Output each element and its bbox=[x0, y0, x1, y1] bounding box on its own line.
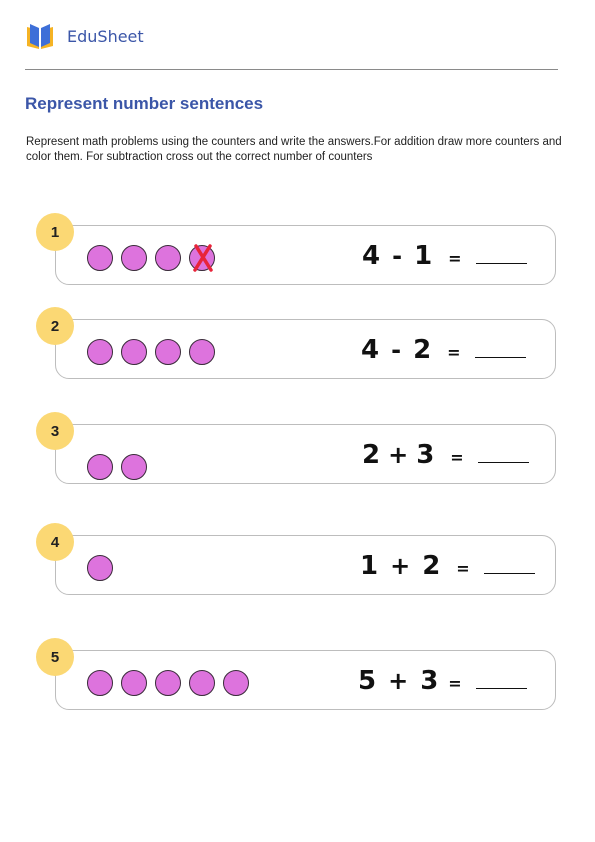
counter[interactable] bbox=[189, 670, 215, 696]
problem-number-badge: 2 bbox=[36, 307, 74, 345]
counter-row bbox=[87, 555, 121, 581]
operator: + bbox=[390, 552, 411, 580]
counter[interactable] bbox=[121, 339, 147, 365]
counter[interactable] bbox=[223, 670, 249, 696]
counter-row bbox=[87, 454, 155, 480]
counter-crossed[interactable] bbox=[189, 245, 215, 271]
counter-row bbox=[87, 245, 223, 271]
header-divider bbox=[25, 69, 558, 70]
answer-blank[interactable] bbox=[476, 243, 527, 264]
answer-blank[interactable] bbox=[478, 442, 529, 463]
equals-sign: = bbox=[447, 343, 461, 362]
header bbox=[25, 20, 144, 52]
equals-sign: = bbox=[456, 559, 470, 578]
page-title: Represent number sentences bbox=[25, 94, 264, 113]
operand-b: 3 bbox=[420, 666, 439, 696]
counter[interactable] bbox=[87, 245, 113, 271]
operand-b: 2 bbox=[413, 335, 432, 365]
equation bbox=[361, 335, 526, 365]
counter-row bbox=[87, 670, 257, 696]
operand-a: 2 bbox=[362, 440, 381, 470]
operand-b: 2 bbox=[422, 551, 441, 581]
counter[interactable] bbox=[87, 339, 113, 365]
cross-out-mark-icon bbox=[190, 242, 216, 274]
instructions: Represent math problems using the counters and write the answers.For addition draw more counters and color them. For subtraction cross out the correct number of counters bbox=[26, 136, 562, 163]
counter[interactable] bbox=[155, 339, 181, 365]
equals-sign: = bbox=[448, 249, 462, 268]
counter[interactable] bbox=[121, 454, 147, 480]
counter[interactable] bbox=[189, 339, 215, 365]
equation bbox=[362, 440, 529, 470]
equation bbox=[360, 551, 535, 581]
problem-1 bbox=[36, 213, 558, 277]
counter[interactable] bbox=[155, 245, 181, 271]
answer-blank[interactable] bbox=[476, 668, 527, 689]
operand-b: 1 bbox=[414, 241, 433, 271]
operator: - bbox=[391, 336, 402, 364]
operand-a: 5 bbox=[358, 666, 377, 696]
operator: + bbox=[388, 441, 409, 469]
answer-blank[interactable] bbox=[475, 337, 526, 358]
counter[interactable] bbox=[121, 670, 147, 696]
equation bbox=[358, 666, 527, 696]
counter[interactable] bbox=[121, 245, 147, 271]
operand-a: 4 bbox=[361, 335, 380, 365]
problem-number-badge: 5 bbox=[36, 638, 74, 676]
operand-a: 4 bbox=[362, 241, 381, 271]
operator: + bbox=[388, 667, 409, 695]
counter[interactable] bbox=[87, 454, 113, 480]
problem-number-badge: 4 bbox=[36, 523, 74, 561]
counter[interactable] bbox=[87, 670, 113, 696]
operator: - bbox=[392, 242, 403, 270]
problem-number-badge: 3 bbox=[36, 412, 74, 450]
counter[interactable] bbox=[155, 670, 181, 696]
answer-blank[interactable] bbox=[484, 553, 535, 574]
brand-name: EduSheet bbox=[67, 26, 144, 46]
counter[interactable] bbox=[87, 555, 113, 581]
open-book-icon bbox=[25, 21, 55, 51]
problem-3 bbox=[36, 412, 558, 476]
problem-5 bbox=[36, 638, 558, 702]
operand-a: 1 bbox=[360, 551, 379, 581]
problem-number-badge: 1 bbox=[36, 213, 74, 251]
problem-2 bbox=[36, 307, 558, 371]
problem-4 bbox=[36, 523, 558, 587]
equation bbox=[362, 241, 527, 271]
counter-row bbox=[87, 339, 223, 365]
operand-b: 3 bbox=[416, 440, 435, 470]
equals-sign: = bbox=[448, 674, 462, 693]
equals-sign: = bbox=[450, 448, 464, 467]
